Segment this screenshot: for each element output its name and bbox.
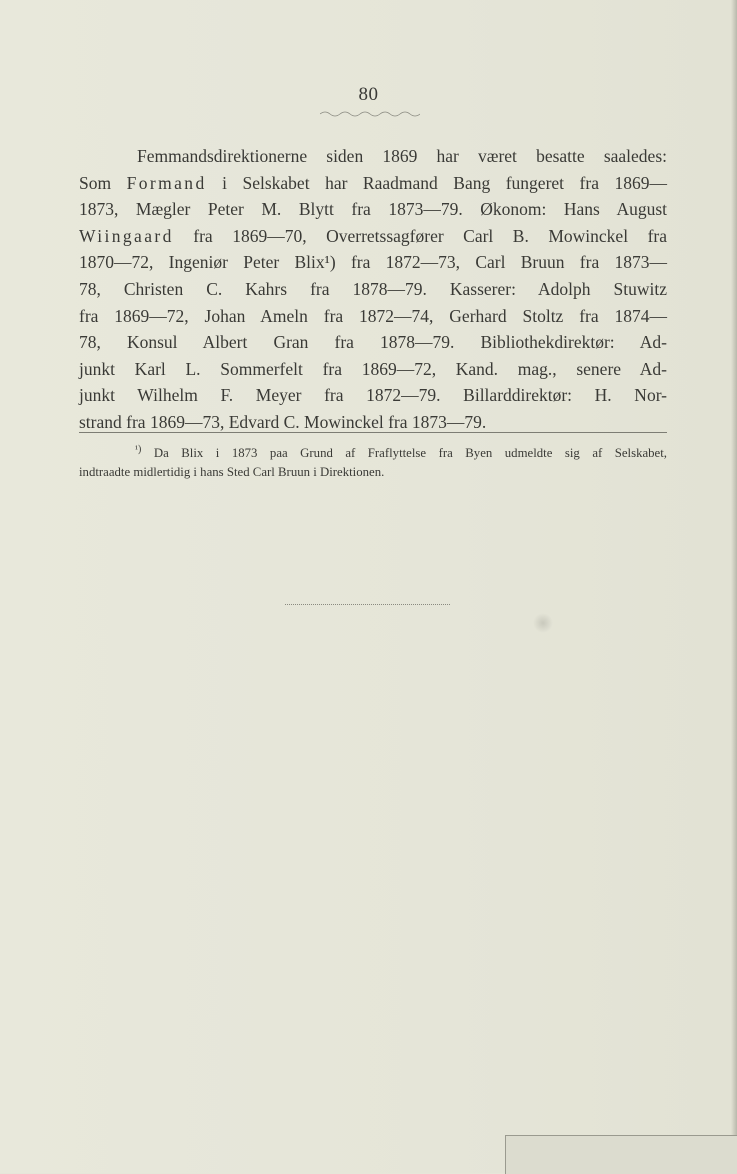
footnote <box>79 440 667 482</box>
body-line: strand fra 1869—73, Edvard C. Mowinckel fra 1873—79. <box>79 411 487 432</box>
footnote-rule <box>79 432 667 433</box>
footnote-line: indtraadte midlertidig i hans Sted Carl Bruun i Direktionen. <box>79 465 385 479</box>
body-paragraph <box>79 143 667 436</box>
ornament-divider <box>320 108 420 120</box>
body-line: junkt Wilhelm F. Meyer fra 1872—79. Billarddirektør: H. Nor- <box>79 385 667 406</box>
body-line: junkt Karl L. Sommerfelt fra 1869—72, Kand. mag., senere Ad- <box>79 358 667 379</box>
body-line: 78, Konsul Albert Gran fra 1878—79. Bibliothekdirektør: Ad- <box>79 332 667 353</box>
body-line: fra 1869—72, Johan Ameln fra 1872—74, Gerhard Stoltz fra 1874— <box>79 305 667 326</box>
body-line: Som Formand i Selskabet har Raadmand Bang fungeret fra 1869— <box>79 172 667 193</box>
page-edge-shadow <box>731 0 737 1173</box>
paper-smudge <box>533 613 553 633</box>
footnote-line: $^{^1)}$ Da Blix i 1873 paa Grund af Fraflyttelse fra Byen udmeldte sig af Selskabet, <box>135 444 667 460</box>
footnote-marker: ¹) <box>135 444 142 455</box>
section-end-dotted-rule <box>285 604 450 605</box>
body-line: 1870—72, Ingeniør Peter Blix¹) fra 1872—73, Carl Bruun fra 1873— <box>79 252 667 273</box>
page-corner-tab <box>505 1135 737 1174</box>
body-line: 78, Christen C. Kahrs fra 1878—79. Kasserer: Adolph Stuwitz <box>79 278 667 299</box>
page-number: 80 <box>358 84 379 105</box>
body-line: Femmandsdirektionerne siden 1869 har været besatte saaledes: <box>137 146 667 166</box>
body-line: Wiingaard fra 1869—70, Overretssagfører Carl B. Mowinckel fra <box>79 225 667 246</box>
body-line: 1873, Mægler Peter M. Blytt fra 1873—79. Økonom: Hans August <box>79 199 667 220</box>
